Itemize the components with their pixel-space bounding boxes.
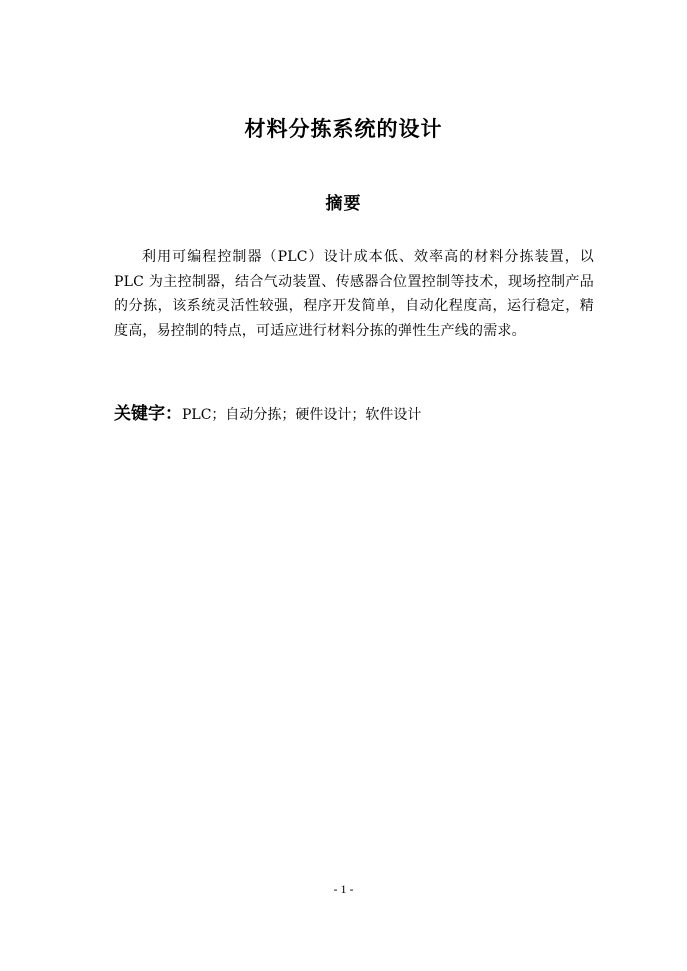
abstract-body: 利用可编程控制器（PLC）设计成本低、效率高的材料分拣装置，以 PLC 为主控制器，结合气动装置、传感器合位置控制等技术，现场控制产品的分拣，该系统灵活性较强，程序开发简单，自动化程度高，运行稳定，精度高，易控制的特点，可适应进行材料分拣的弹性生产线的需求。	[114, 249, 594, 339]
keywords-value: PLC；自动分拣；硬件设计；软件设计	[182, 407, 422, 423]
document-title: 材料分拣系统的设计	[244, 117, 443, 141]
keywords-line	[114, 402, 594, 427]
page-number: - 1 -	[333, 882, 354, 896]
keywords-label: 关键字：	[114, 404, 182, 424]
abstract-heading: 摘要	[325, 194, 362, 214]
